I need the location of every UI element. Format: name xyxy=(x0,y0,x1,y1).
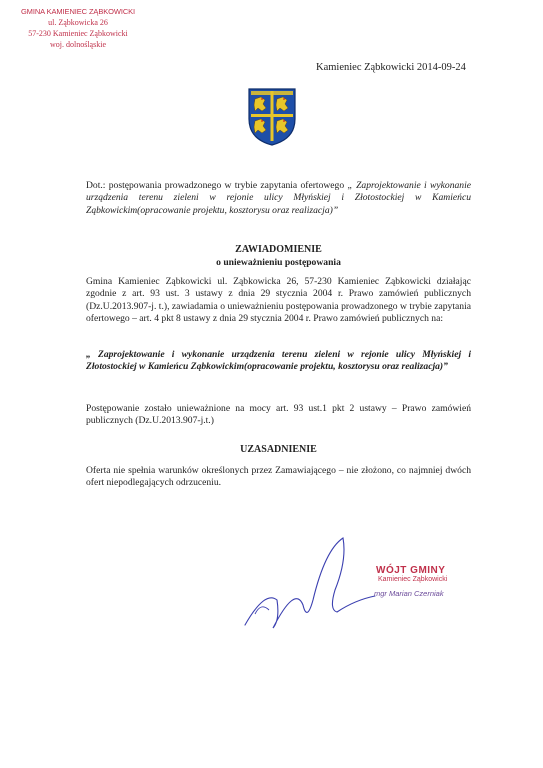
coat-of-arms-icon xyxy=(247,87,297,147)
document-date: Kamieniec Ząbkowicki 2014-09-24 xyxy=(316,62,466,73)
stamp-line-2: ul. Ząbkowicka 26 xyxy=(48,18,108,27)
notice-title: ZAWIADOMIENIE xyxy=(235,244,322,255)
justification-heading: UZASADNIENIE xyxy=(240,444,317,455)
mayor-stamp xyxy=(366,565,476,598)
municipality-stamp xyxy=(8,6,148,50)
subject-intro: Dot.: postępowania prowadzonego w trybie zapytania ofertowego xyxy=(86,180,348,191)
annulment-paragraph: Postępowanie zostało unieważnione na mocy art. 93 ust.1 pkt 2 ustawy – Prawo zamówień publicznych (Dz.U.2013.907-j.t.) xyxy=(86,403,471,427)
subject-title: „ Zaprojektowanie i wykonanie urządzenia terenu zieleni w rejonie ulicy Młyńskiej i Złotostockiej w Kamieńcu Ząbkowickim(opracowanie projektu, kosztorysu oraz realizacja)” xyxy=(86,180,472,216)
stamp-line-3: 57-230 Kamieniec Ząbkowicki xyxy=(28,29,128,38)
subject-paragraph xyxy=(86,180,471,217)
stamp-line-4: woj. dolnośląskie xyxy=(50,40,106,49)
justification-paragraph: Oferta nie spełnia warunków określonych przez Zamawiającego – nie złożono, co najmniej dwóch ofert niepodlegających odrzuceniu. xyxy=(86,465,471,489)
project-title-quote: „ Zaprojektowanie i wykonanie urządzenia terenu zieleni w rejonie ulicy Młyńskiej i Złotostockiej w Kamieńcu Ząbkowickim(opracowanie projektu, kosztorysu oraz realizacja)” xyxy=(86,349,471,373)
notice-heading xyxy=(86,243,471,269)
mayor-signature-name: mgr Marian Czerniak xyxy=(374,589,444,598)
stamp-line-1: GMINA KAMIENIEC ZĄBKOWICKI xyxy=(20,7,136,16)
mayor-stamp-municipality: Kamieniec Ząbkowicki xyxy=(378,576,448,583)
mayor-stamp-title: WÓJT GMINY xyxy=(376,565,446,576)
notice-paragraph: Gmina Kamieniec Ząbkowicki ul. Ząbkowicka 26, 57-230 Kamieniec Ząbkowicki działając zgodnie z art. 93 ust. 3 ustawy z dnia 29 stycznia 2004 r. Prawo zamówień publicznych (Dz.U.2013.907-j. t.), zawiadamia o unieważnieniu postępowania prowadzonego w trybie zapytania ofertowego – art. 4 pkt 8 ustawy z dnia 29 stycznia 2004 r. Prawo zamówień publicznych na: xyxy=(86,276,471,325)
notice-subtitle: o unieważnieniu postępowania xyxy=(216,257,341,268)
